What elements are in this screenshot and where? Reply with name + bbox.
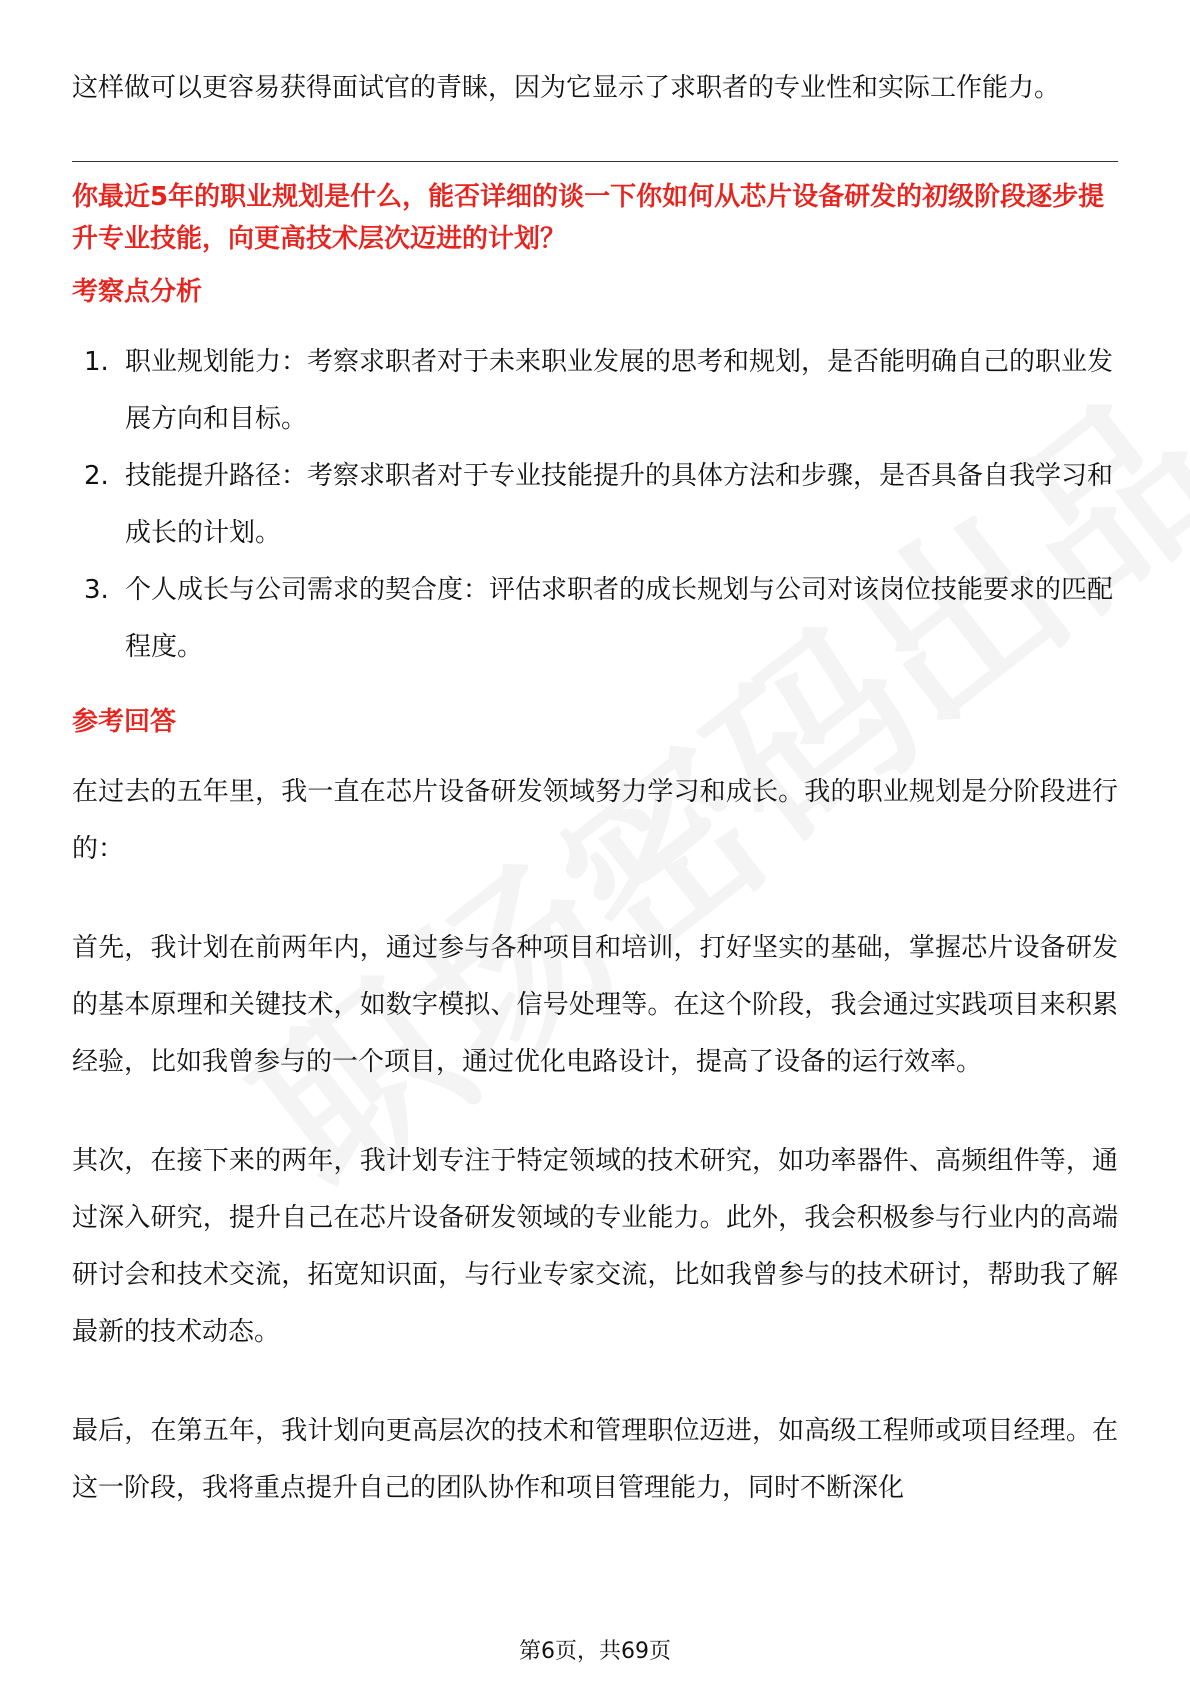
analysis-item-text: 技能提升路径：考察求职者对于专业技能提升的具体方法和步骤，是否具备自我学习和成长的计划。	[125, 461, 1114, 548]
analysis-title: 考察点分析	[72, 277, 203, 307]
intro-paragraph: 这样做可以更容易获得面试官的青睐，因为它显示了求职者的专业性和实际工作能力。	[72, 73, 1061, 103]
answer-paragraph: 最后，在第五年，我计划向更高层次的技术和管理职位迈进，如高级工程师或项目经理。在这一阶段，我将重点提升自己的团队协作和项目管理能力，同时不断深化	[72, 1416, 1118, 1503]
analysis-item-number: 3.	[84, 575, 109, 605]
document-content	[72, 60, 1118, 1517]
analysis-item-number: 2.	[84, 461, 109, 491]
analysis-item	[72, 334, 1118, 448]
analysis-item	[72, 562, 1118, 676]
section-divider	[72, 161, 1118, 162]
analysis-list	[72, 334, 1118, 676]
analysis-item	[72, 448, 1118, 562]
answer-paragraph: 首先，我计划在前两年内，通过参与各种项目和培训，打好坚实的基础，掌握芯片设备研发的基本原理和关键技术，如数字模拟、信号处理等。在这个阶段，我会通过实践项目来积累经验，比如我曾参与的一个项目，通过优化电路设计，提高了设备的运行效率。	[72, 933, 1118, 1077]
analysis-item-number: 1.	[84, 347, 109, 377]
analysis-item-text: 个人成长与公司需求的契合度：评估求职者的成长规划与公司对该岗位技能要求的匹配程度。	[125, 575, 1114, 662]
analysis-item-text: 职业规划能力：考察求职者对于未来职业发展的思考和规划，是否能明确自己的职业发展方向和目标。	[125, 347, 1114, 434]
answer-title: 参考回答	[72, 707, 177, 737]
answer-paragraph: 其次，在接下来的两年，我计划专注于特定领域的技术研究，如功率器件、高频组件等，通过深入研究，提升自己在芯片设备研发领域的专业能力。此外，我会积极参与行业内的高端研讨会和技术交流，拓宽知识面，与行业专家交流，比如我曾参与的技术研讨，帮助我了解最新的技术动态。	[72, 1146, 1118, 1347]
answer-paragraph: 在过去的五年里，我一直在芯片设备研发领域努力学习和成长。我的职业规划是分阶段进行的：	[72, 777, 1118, 864]
page-footer: 第6页，共69页	[519, 1639, 671, 1664]
question-heading: 你最近5年的职业规划是什么，能否详细的谈一下你如何从芯片设备研发的初级阶段逐步提升专业技能，向更高技术层次迈进的计划？	[72, 182, 1105, 254]
